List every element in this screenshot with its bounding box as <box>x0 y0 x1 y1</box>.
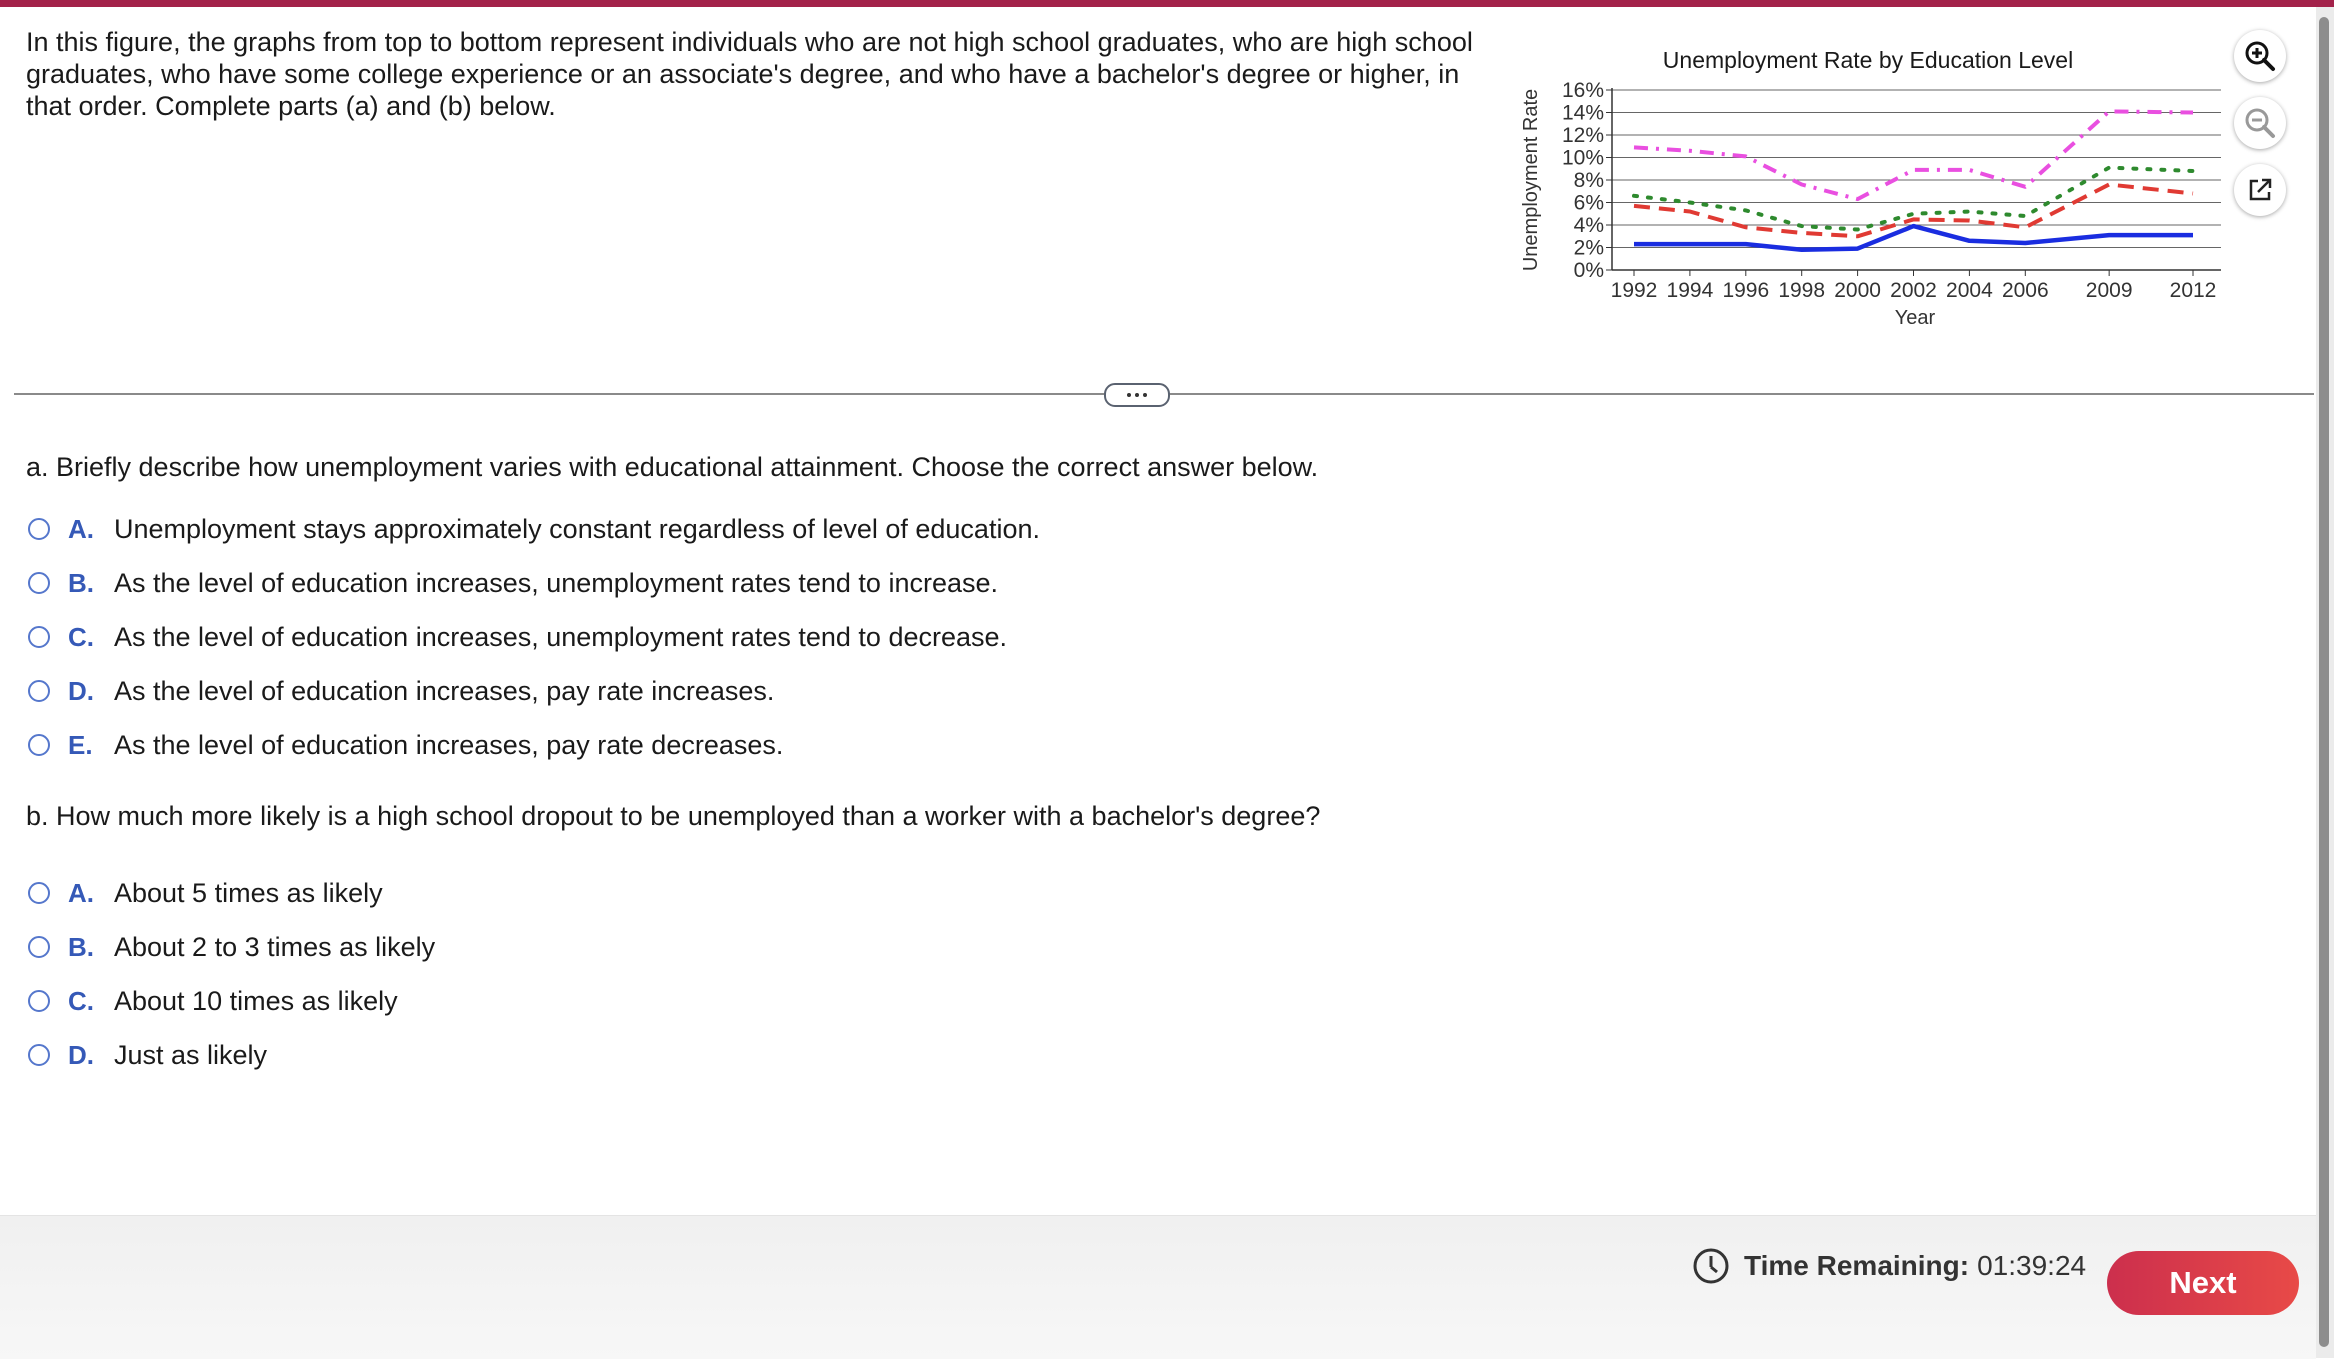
part-a-option-c[interactable] <box>28 617 1007 657</box>
y-tick-label: 6% <box>1573 191 1604 215</box>
page-scrollbar[interactable] <box>2316 7 2334 1358</box>
option-letter: A. <box>68 513 94 544</box>
radio-button[interactable] <box>28 734 50 756</box>
option-letter: D. <box>68 675 94 706</box>
zoom-in-button[interactable] <box>2234 30 2286 82</box>
x-tick-label: 1998 <box>1778 279 1826 302</box>
y-tick-label: 12% <box>1561 124 1604 147</box>
part-b-option-c[interactable] <box>28 981 398 1021</box>
x-tick-label: 2012 <box>2169 279 2217 302</box>
ellipsis-dot <box>1135 393 1139 397</box>
option-letter: B. <box>68 567 94 598</box>
option-text: About 10 times as likely <box>114 985 398 1016</box>
option-letter: C. <box>68 621 94 652</box>
y-tick-label: 0% <box>1573 259 1604 282</box>
part-a-option-d[interactable] <box>28 671 774 711</box>
option-text: Unemployment stays approximately constant regardless of level of education. <box>114 513 1040 544</box>
scrollbar-thumb[interactable] <box>2319 17 2329 1347</box>
part-a-question: a. Briefly describe how unemployment varies with educational attainment. Choose the correct answer below. <box>26 452 1319 482</box>
radio-button[interactable] <box>28 936 50 958</box>
time-remaining <box>1692 1246 2086 1286</box>
part-b-question: b. How much more likely is a high school dropout to be unemployed than a worker with a bachelor's degree? <box>26 801 1321 831</box>
x-tick-label: 2002 <box>1890 279 1937 302</box>
option-letter: B. <box>68 931 94 962</box>
time-remaining-value: 01:39:24 <box>1977 1250 2087 1281</box>
time-remaining-label: Time Remaining: <box>1744 1250 1970 1281</box>
radio-button[interactable] <box>28 680 50 702</box>
unemployment-chart[interactable] <box>1515 40 2255 340</box>
radio-button[interactable] <box>28 1044 50 1066</box>
y-tick-label: 16% <box>1561 79 1604 102</box>
y-axis-label: Unemployment Rate <box>1520 88 1542 272</box>
open-new-window-button[interactable] <box>2234 164 2286 216</box>
x-tick-label: 2006 <box>2001 279 2049 302</box>
x-tick-label: 2004 <box>1946 279 1993 302</box>
radio-button[interactable] <box>28 882 50 904</box>
option-text: About 5 times as likely <box>114 877 383 908</box>
option-letter: A. <box>68 877 94 908</box>
y-tick-label: 10% <box>1561 146 1604 170</box>
part-b-option-b[interactable] <box>28 927 435 967</box>
expand-toggle-button[interactable] <box>1104 383 1170 407</box>
chart-title: Unemployment Rate by Education Level <box>1662 47 2074 73</box>
clock-icon <box>1692 1247 1730 1285</box>
ellipsis-icon <box>1127 393 1131 397</box>
top-accent-bar <box>0 0 2334 7</box>
y-tick-label: 4% <box>1573 214 1604 237</box>
radio-button[interactable] <box>28 518 50 540</box>
radio-button[interactable] <box>28 990 50 1012</box>
y-tick-label: 2% <box>1573 236 1604 260</box>
radio-button[interactable] <box>28 572 50 594</box>
option-text: As the level of education increases, unemployment rates tend to decrease. <box>114 621 1008 652</box>
footer-bar <box>0 1215 2316 1359</box>
option-text: About 2 to 3 times as likely <box>114 931 436 962</box>
zoom-in-icon <box>2243 39 2277 73</box>
option-letter: E. <box>68 729 93 760</box>
x-tick-label: 1996 <box>1722 279 1770 302</box>
radio-button[interactable] <box>28 626 50 648</box>
zoom-out-icon <box>2243 106 2277 140</box>
external-link-icon <box>2245 175 2275 205</box>
option-text: As the level of education increases, pay rate decreases. <box>114 729 784 760</box>
x-tick-label: 1994 <box>1666 279 1714 302</box>
series-line-4 <box>1634 226 2193 250</box>
question-intro: In this figure, the graphs from top to bottom represent individuals who are not high school graduates, who are high school graduates, who have some college experience or an associate's degree, and who have a bachelor's degree or higher, in that order. Complete parts (a) and (b) below. <box>26 27 1473 121</box>
x-tick-label: 1992 <box>1610 279 1658 302</box>
option-text: Just as likely <box>114 1039 268 1070</box>
part-a-option-a[interactable] <box>28 509 1040 549</box>
ellipsis-dot <box>1143 393 1147 397</box>
next-button[interactable]: Next <box>2107 1251 2299 1315</box>
part-a-option-b[interactable] <box>28 563 998 603</box>
option-text: As the level of education increases, pay rate increases. <box>114 675 775 706</box>
y-tick-label: 14% <box>1561 101 1604 125</box>
zoom-out-button[interactable] <box>2234 97 2286 149</box>
option-text: As the level of education increases, unemployment rates tend to increase. <box>114 567 998 598</box>
part-a-option-e[interactable] <box>28 725 783 765</box>
part-b-option-d[interactable] <box>28 1035 267 1075</box>
x-axis-label: Year <box>1894 307 1936 329</box>
part-b-option-a[interactable] <box>28 873 383 913</box>
option-letter: C. <box>68 985 94 1016</box>
x-tick-label: 2009 <box>2085 279 2133 302</box>
y-tick-label: 8% <box>1573 169 1604 192</box>
chart-svg <box>1515 40 2255 340</box>
x-tick-label: 2000 <box>1834 279 1881 302</box>
series-line-3 <box>1634 185 2193 237</box>
option-letter: D. <box>68 1039 94 1070</box>
